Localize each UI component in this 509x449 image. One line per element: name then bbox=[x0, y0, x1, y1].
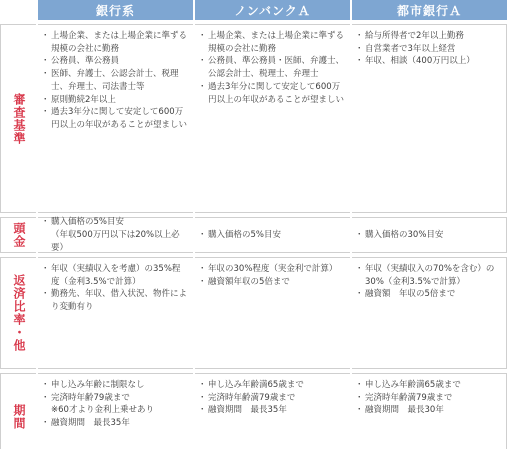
list-item: ・ 完済時年齢79歳まで bbox=[42, 392, 187, 405]
list-item: ・ 年収の30%程度（実金利で計算） bbox=[199, 263, 344, 276]
list-item: ・ 給与所得者で2年以上勤務 bbox=[356, 30, 500, 43]
cell-screening-nonbank bbox=[195, 24, 350, 213]
header-nonbank-a: ノンバンクＡ bbox=[195, 0, 350, 20]
list-item: ・ 自営業者で3年以上経営 bbox=[356, 43, 500, 56]
list-item: ・ 購入価格の5%目安 bbox=[42, 216, 187, 229]
cell-screening-bank bbox=[38, 24, 193, 213]
list-item: ・ 上場企業、または上場企業に準ずる規模の会社に勤務 bbox=[199, 30, 344, 55]
header-city-bank-a: 都市銀行Ａ bbox=[352, 0, 507, 20]
row-label-repayment-ratio: 返済比率・他 bbox=[0, 257, 36, 369]
cell-screening-citybank bbox=[352, 24, 507, 213]
cell-downpayment-citybank bbox=[352, 217, 507, 253]
list-item: ・ 融資期間 最長30年 bbox=[356, 404, 500, 417]
list-item: ・ 融資額 年収の5倍まで bbox=[356, 288, 500, 301]
cell-repayment-bank bbox=[38, 257, 193, 369]
list-item: ・ 原則勤続2年以上 bbox=[42, 94, 187, 107]
cell-downpayment-bank bbox=[38, 217, 193, 253]
list-item: ・ 融資期間 最長35年 bbox=[199, 404, 344, 417]
list-item: ・ 過去3年分に関して安定して600万円以上の年収があることが望ましい bbox=[42, 106, 187, 131]
list-item: ・ 勤務先、年収、借入状況、物件により変動有り bbox=[42, 288, 187, 313]
list-item: ・ 年収（実績収入の70%を含む）の30%（金利3.5%で計算） bbox=[356, 263, 500, 288]
cell-period-nonbank bbox=[195, 373, 350, 449]
list-item: ・ 融資期間 最長35年 bbox=[42, 417, 187, 430]
cell-period-bank bbox=[38, 373, 193, 449]
list-item: ・ 公務員、準公務員・医師、弁護士、公認会計士、税理士、弁理士 bbox=[199, 55, 344, 80]
cell-repayment-nonbank bbox=[195, 257, 350, 369]
list-item: ・ 完済時年齢満79歳まで bbox=[356, 392, 500, 405]
cell-period-citybank bbox=[352, 373, 507, 449]
list-item: ・ 申し込み年齢に制限なし bbox=[42, 379, 187, 392]
list-item: ・ 購入価格の30%目安 bbox=[356, 229, 500, 242]
list-item: ・ 完済時年齢満79歳まで bbox=[199, 392, 344, 405]
header-bank-type: 銀行系 bbox=[38, 0, 193, 20]
cell-repayment-citybank bbox=[352, 257, 507, 369]
header-corner bbox=[0, 0, 36, 20]
list-item: ・ 上場企業、または上場企業に準ずる規模の会社に勤務 bbox=[42, 30, 187, 55]
list-item: ・ 年収、相談（400万円以上） bbox=[356, 55, 500, 68]
list-item: ・ 年収（実績収入を考慮）の35%程度（金利3.5%で計算） bbox=[42, 263, 187, 288]
list-item: ※60才より金利上乗せあり bbox=[51, 405, 154, 416]
list-item: ・ 融資額年収の5倍まで bbox=[199, 276, 344, 289]
list-item: （年収500万円以下は20%以上必要） bbox=[51, 230, 180, 253]
list-item: ・ 購入価格の5%目安 bbox=[199, 229, 344, 242]
list-item: ・ 申し込み年齢満65歳まで bbox=[356, 379, 500, 392]
list-item: ・ 過去3年分に関して安定して600万円以上の年収があることが望ましい bbox=[199, 81, 344, 106]
cell-downpayment-nonbank bbox=[195, 217, 350, 253]
list-item: ・ 医師、弁護士、公認会計士、税理士、弁理士、司法書士等 bbox=[42, 68, 187, 93]
list-item: ・ 公務員、準公務員 bbox=[42, 55, 187, 68]
row-label-screening: 審査基準 bbox=[0, 24, 36, 213]
row-label-down-payment: 頭金 bbox=[0, 217, 36, 253]
row-label-period: 期間 bbox=[0, 373, 36, 449]
list-item: ・ 申し込み年齢満65歳まで bbox=[199, 379, 344, 392]
